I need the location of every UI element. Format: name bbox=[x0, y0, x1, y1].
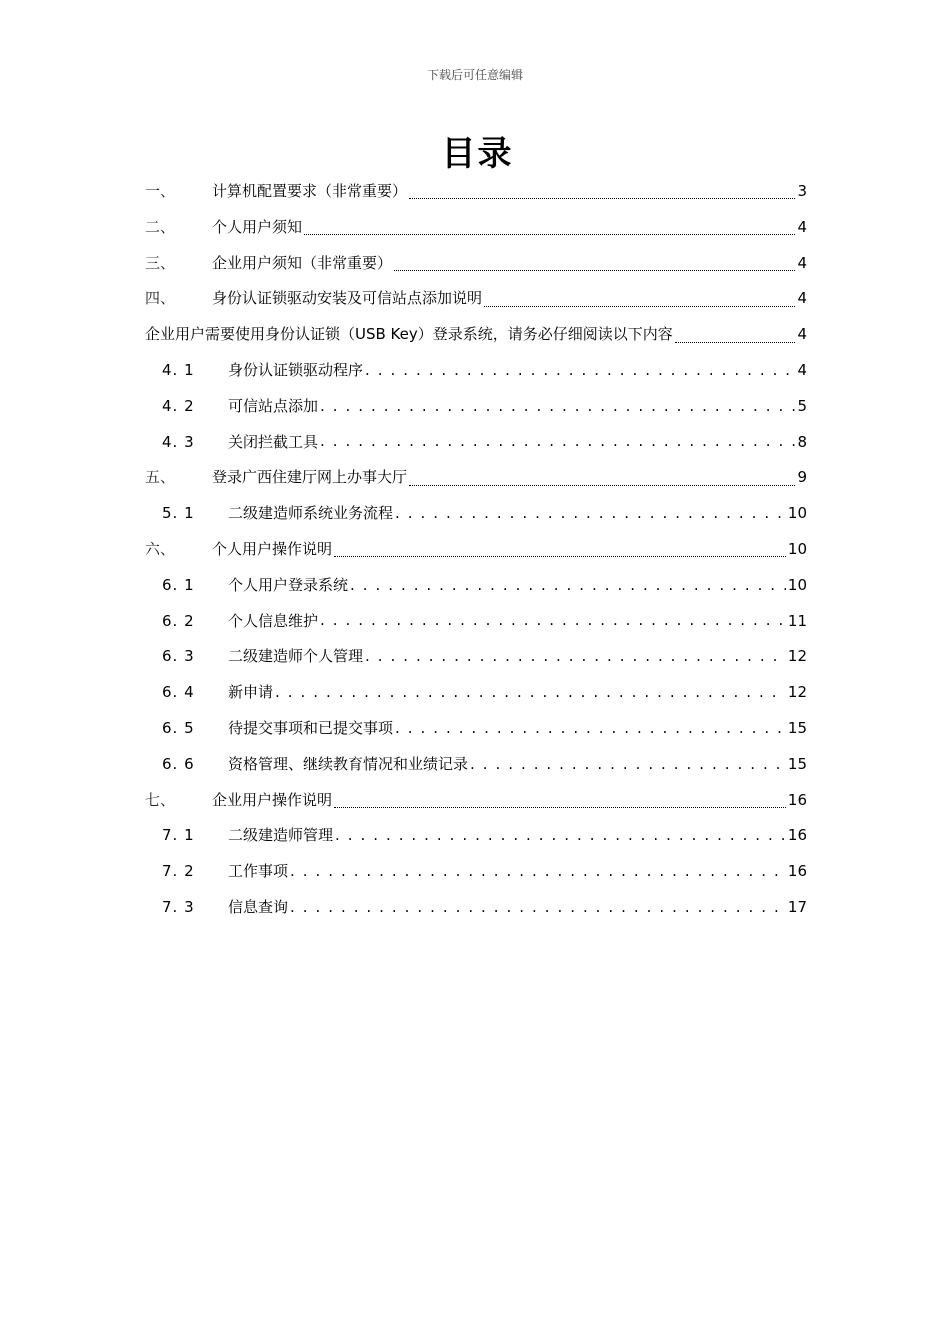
toc-entry-title: 二级建造师个人管理 bbox=[228, 647, 364, 666]
toc-entry-title: 个人信息维护 bbox=[228, 611, 319, 630]
toc-dot-leader bbox=[350, 576, 786, 596]
toc-entry[interactable] bbox=[145, 174, 807, 210]
toc-entry-page-number: 8 bbox=[797, 432, 807, 451]
toc-dot-leader bbox=[365, 361, 795, 381]
toc-entry-title: 待提交事项和已提交事项 bbox=[228, 718, 394, 737]
toc-entry-title: 个人用户须知 bbox=[212, 217, 303, 236]
toc-entry-page-number: 11 bbox=[787, 611, 807, 630]
toc-entry-number: 4. 1 bbox=[162, 360, 195, 379]
toc-entry-page-number: 16 bbox=[787, 862, 807, 881]
toc-entry-title: 企业用户须知（非常重要） bbox=[212, 253, 393, 272]
toc-entry-number: 7. 2 bbox=[162, 862, 195, 881]
toc-entry[interactable] bbox=[145, 568, 807, 604]
toc-entry[interactable] bbox=[145, 425, 807, 461]
toc-entry-title: 信息查询 bbox=[228, 897, 289, 916]
toc-entry-number: 4. 3 bbox=[162, 432, 195, 451]
toc-entry-page-number: 3 bbox=[797, 182, 807, 200]
toc-entry-title: 身份认证锁驱动程序 bbox=[228, 360, 364, 379]
toc-entry-number: 六、 bbox=[145, 539, 176, 558]
toc-entry-title: 工作事项 bbox=[228, 862, 289, 881]
toc-entry-page-number: 12 bbox=[787, 683, 807, 702]
toc-entry-page-number: 16 bbox=[787, 826, 807, 845]
toc-entry-title: 身份认证锁驱动安装及可信站点添加说明 bbox=[212, 289, 483, 308]
toc-entry-page-number: 15 bbox=[787, 754, 807, 773]
toc-entry-page-number: 10 bbox=[787, 575, 807, 594]
toc-entry-number: 6. 2 bbox=[162, 611, 195, 630]
toc-entry-number: 五、 bbox=[145, 468, 176, 487]
toc-entry-number: 6. 3 bbox=[162, 647, 195, 666]
toc-entry-number: 6. 5 bbox=[162, 718, 195, 737]
toc-entry[interactable] bbox=[145, 854, 807, 890]
toc-entry-number: 6. 6 bbox=[162, 754, 195, 773]
toc-entry-page-number: 17 bbox=[787, 897, 807, 916]
toc-entry-number: 5. 1 bbox=[162, 504, 195, 523]
toc-entry[interactable] bbox=[145, 389, 807, 425]
toc-entry-page-number: 4 bbox=[797, 360, 807, 379]
toc-entry[interactable] bbox=[145, 711, 807, 747]
toc-dot-leader bbox=[275, 683, 786, 703]
toc-dot-leader bbox=[675, 332, 796, 343]
toc-dot-leader bbox=[409, 188, 795, 199]
toc-dot-leader bbox=[290, 862, 786, 882]
toc-title: 目录 bbox=[441, 134, 514, 174]
toc-dot-leader bbox=[320, 611, 786, 631]
toc-dot-leader bbox=[335, 826, 786, 846]
toc-dot-leader bbox=[484, 296, 795, 307]
toc-entry-title: 新申请 bbox=[228, 683, 274, 702]
toc-entry-page-number: 9 bbox=[797, 468, 807, 487]
toc-entry-page-number: 12 bbox=[787, 647, 807, 666]
toc-entry-title: 个人用户登录系统 bbox=[228, 575, 349, 594]
toc-entry[interactable] bbox=[145, 818, 807, 854]
toc-entry-page-number: 4 bbox=[797, 289, 807, 308]
toc-entry[interactable] bbox=[145, 353, 807, 389]
toc-entry-number: 6. 4 bbox=[162, 683, 195, 702]
toc-entry-number: 一、 bbox=[145, 182, 176, 200]
toc-entry-title: 登录广西住建厅网上办事大厅 bbox=[212, 468, 408, 487]
toc-entry-number: 7. 3 bbox=[162, 897, 195, 916]
table-of-contents bbox=[145, 174, 807, 926]
toc-entry[interactable] bbox=[145, 281, 807, 317]
toc-entry-number: 4. 2 bbox=[162, 396, 195, 415]
header-note: 下载后可任意编辑 bbox=[426, 68, 523, 82]
toc-entry[interactable] bbox=[145, 317, 807, 353]
toc-entry[interactable] bbox=[145, 783, 807, 819]
toc-entry-number: 三、 bbox=[145, 253, 176, 272]
toc-entry[interactable] bbox=[145, 246, 807, 282]
toc-entry-page-number: 10 bbox=[787, 504, 807, 523]
toc-entry[interactable] bbox=[145, 747, 807, 783]
toc-entry-page-number: 4 bbox=[797, 325, 807, 344]
toc-entry-page-number: 16 bbox=[787, 790, 807, 809]
toc-entry-number: 四、 bbox=[145, 289, 176, 308]
toc-dot-leader bbox=[394, 260, 795, 271]
toc-dot-leader bbox=[304, 224, 795, 235]
toc-entry-title: 二级建造师管理 bbox=[228, 826, 334, 845]
toc-entry-title: 可信站点添加 bbox=[228, 396, 319, 415]
toc-dot-leader bbox=[320, 432, 795, 452]
toc-entry-number: 二、 bbox=[145, 217, 176, 236]
toc-dot-leader bbox=[395, 504, 786, 524]
toc-entry[interactable] bbox=[145, 890, 807, 926]
toc-dot-leader bbox=[365, 647, 786, 667]
toc-entry-page-number: 5 bbox=[797, 396, 807, 415]
toc-entry[interactable] bbox=[145, 496, 807, 532]
toc-entry-page-number: 4 bbox=[797, 253, 807, 272]
toc-entry-title: 二级建造师系统业务流程 bbox=[228, 504, 394, 523]
toc-dot-leader bbox=[409, 475, 795, 486]
toc-dot-leader bbox=[290, 898, 786, 918]
toc-entry-title: 企业用户操作说明 bbox=[212, 790, 333, 809]
toc-entry[interactable] bbox=[145, 210, 807, 246]
toc-dot-leader bbox=[320, 397, 795, 417]
toc-entry-title: 企业用户需要使用身份认证锁（USB Key）登录系统，请务必仔细阅读以下内容 bbox=[145, 325, 673, 344]
toc-entry[interactable] bbox=[145, 532, 807, 568]
toc-dot-leader bbox=[395, 719, 786, 739]
toc-entry-number: 6. 1 bbox=[162, 575, 195, 594]
toc-entry-title: 个人用户操作说明 bbox=[212, 539, 333, 558]
toc-entry[interactable] bbox=[145, 460, 807, 496]
toc-entry-page-number: 4 bbox=[797, 217, 807, 236]
toc-entry-title: 关闭拦截工具 bbox=[228, 432, 319, 451]
toc-entry-page-number: 10 bbox=[787, 539, 807, 558]
toc-entry-number: 七、 bbox=[145, 790, 176, 809]
toc-entry[interactable] bbox=[145, 639, 807, 675]
toc-entry-page-number: 15 bbox=[787, 718, 807, 737]
toc-dot-leader bbox=[470, 755, 786, 775]
toc-entry[interactable] bbox=[145, 604, 807, 640]
toc-entry-title: 资格管理、继续教育情况和业绩记录 bbox=[228, 754, 469, 773]
toc-entry[interactable] bbox=[145, 675, 807, 711]
toc-entry-number: 7. 1 bbox=[162, 826, 195, 845]
toc-entry-title: 计算机配置要求（非常重要） bbox=[212, 182, 408, 200]
toc-dot-leader bbox=[334, 546, 786, 557]
toc-dot-leader bbox=[334, 797, 786, 808]
